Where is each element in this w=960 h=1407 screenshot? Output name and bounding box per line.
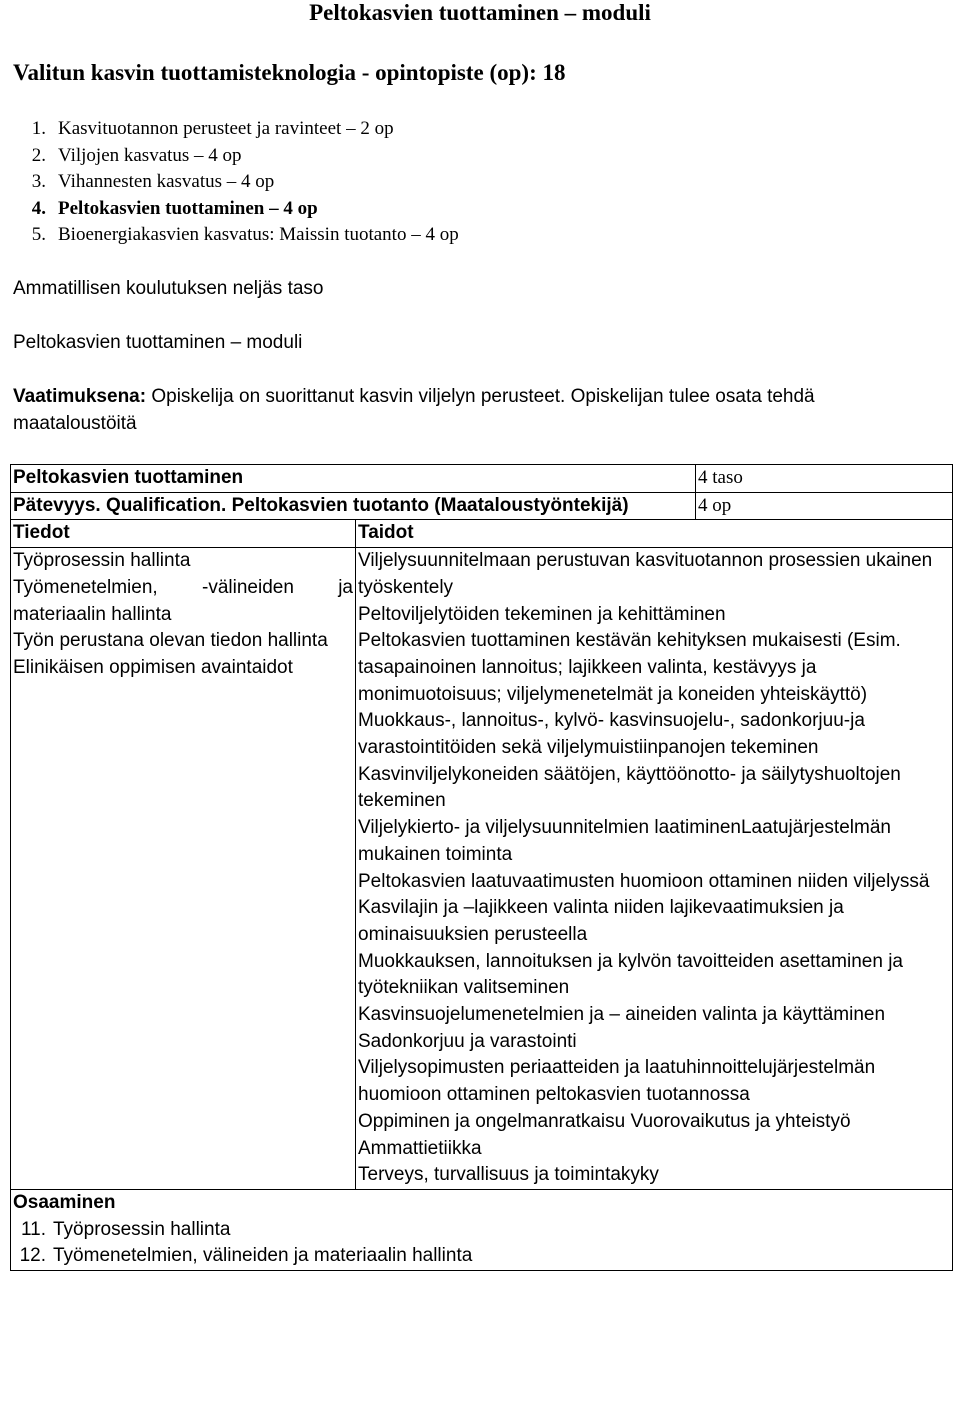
list-number: 2. [31, 144, 46, 166]
education-level: Ammatillisen koulutuksen neljäs taso [13, 278, 324, 299]
requirements-text: Opiskelija on suorittanut kasvin viljelyn perusteet. Opiskelijan tulee osata tehdä maataloustöitä [13, 386, 815, 434]
skill-item: Sadonkorjuu ja varastointi [358, 1030, 577, 1052]
skill-item: Oppiminen ja ongelmanratkaisu Vuorovaikutus ja yhteistyö Ammattietiikka [358, 1110, 851, 1159]
requirements [13, 383, 933, 437]
table-title: Peltokasvien tuottaminen [11, 465, 696, 493]
credits-cell: 4 op [696, 492, 953, 520]
list-item-text: Vihannesten kasvatus – 4 op [58, 171, 275, 192]
competence-header: Osaaminen [13, 1191, 116, 1213]
table-row [11, 492, 953, 520]
skill-item: Peltokasvien laatuvaatimusten huomioon ottaminen niiden viljelyssä [358, 870, 930, 892]
list-item-text: Kasvituotannon perusteet ja ravinteet – 2 op [58, 118, 394, 139]
skill-item: Muokkaus-, lannoitus-, kylvö- kasvinsuojelu-, sadonkorjuu-ja varastointitöiden sekä viljelymuistiinpanojen tekeminen [358, 710, 865, 759]
table-row [11, 548, 953, 1190]
list-item-text: Peltokasvien tuottaminen – 4 op [58, 197, 318, 219]
knowledge-cell [11, 548, 356, 1190]
list-item-current [13, 196, 459, 223]
list-number: 3. [31, 171, 46, 192]
list-item [13, 1243, 950, 1270]
competence-cell [11, 1189, 953, 1270]
skills-header: Taidot [356, 520, 953, 548]
level-cell: 4 taso [696, 465, 953, 493]
list-number: 5. [31, 224, 46, 245]
list-item [13, 222, 459, 249]
table-row [11, 1189, 953, 1270]
table-row [11, 465, 953, 493]
skills-cell [356, 548, 953, 1190]
list-item-text: Bioenergiakasvien kasvatus: Maissin tuotanto – 4 op [58, 224, 459, 245]
knowledge-item: Työprosessin hallinta [13, 550, 191, 572]
skill-item: Viljelysopimusten periaatteiden ja laatuhinnoittelujärjestelmän huomioon ottaminen peltokasvien tuotannossa [358, 1057, 876, 1106]
list-item [13, 1217, 950, 1244]
skill-item: Kasvinviljelykoneiden säätöjen, käyttöönotto- ja säilytyshuoltojen tekeminen [358, 763, 901, 812]
page-title: Peltokasvien tuottaminen – moduli [309, 0, 651, 25]
skill-item: Viljelykierto- ja viljelysuunnitelmien laatiminenLaatujärjestelmän mukainen toiminta [358, 817, 891, 865]
skill-item: Viljelysuunnitelmaan perustuvan kasvituotannon prosessien ukainen työskentely [358, 550, 933, 598]
knowledge-item: Elinikäisen oppimisen avaintaidot [13, 656, 293, 678]
list-item-text: Viljojen kasvatus – 4 op [58, 144, 242, 166]
knowledge-item: Työmenetelmien, -välineiden ja materiaalin hallinta [13, 576, 353, 625]
list-item-text: Työmenetelmien, välineiden ja materiaalin hallinta [53, 1245, 473, 1267]
competence-list [13, 1217, 950, 1270]
list-item [13, 143, 459, 170]
section-title: Valitun kasvin tuottamisteknologia - opintopiste (op): 18 [13, 60, 566, 85]
list-number: 11. [20, 1218, 46, 1240]
list-number: 1. [31, 118, 46, 139]
skill-item: Peltoviljelytöiden tekeminen ja kehittäminen [358, 603, 726, 625]
skill-item: Peltokasvien tuottaminen kestävän kehityksen mukaisesti (Esim. tasapainoinen lannoitus; lajikkeen valinta, kestävyys ja monimuotoisuus; viljelymenetelmät ja koneiden yhteiskäyttö) [358, 630, 901, 705]
skill-item: Terveys, turvallisuus ja toimintakyky [358, 1164, 659, 1186]
knowledge-header: Tiedot [11, 520, 356, 548]
table-row [11, 520, 953, 548]
knowledge-item: Työn perustana olevan tiedon hallinta [13, 630, 328, 652]
skill-item: Kasvinsuojelumenetelmien ja – aineiden valinta ja käyttäminen [358, 1004, 886, 1026]
list-number: 12. [19, 1245, 46, 1267]
skill-item: Muokkauksen, lannoituksen ja kylvön tavoitteiden asettaminen ja työtekniikan valitseminen [358, 950, 903, 999]
list-number: 4. [31, 197, 46, 219]
requirements-label: Vaatimuksena: [13, 386, 147, 407]
course-list [13, 116, 459, 249]
list-item [13, 116, 459, 143]
list-item-text: Työprosessin hallinta [53, 1218, 231, 1240]
qualification-cell: Pätevyys. Qualification. Peltokasvien tuotanto (Maataloustyöntekijä) [11, 492, 696, 520]
qualification-table [10, 464, 953, 1271]
skill-item: Kasvilajin ja –lajikkeen valinta niiden lajikevaatimuksien ja ominaisuuksien perusteella [358, 897, 844, 945]
list-item [13, 169, 459, 196]
module-title: Peltokasvien tuottaminen – moduli [13, 332, 303, 353]
